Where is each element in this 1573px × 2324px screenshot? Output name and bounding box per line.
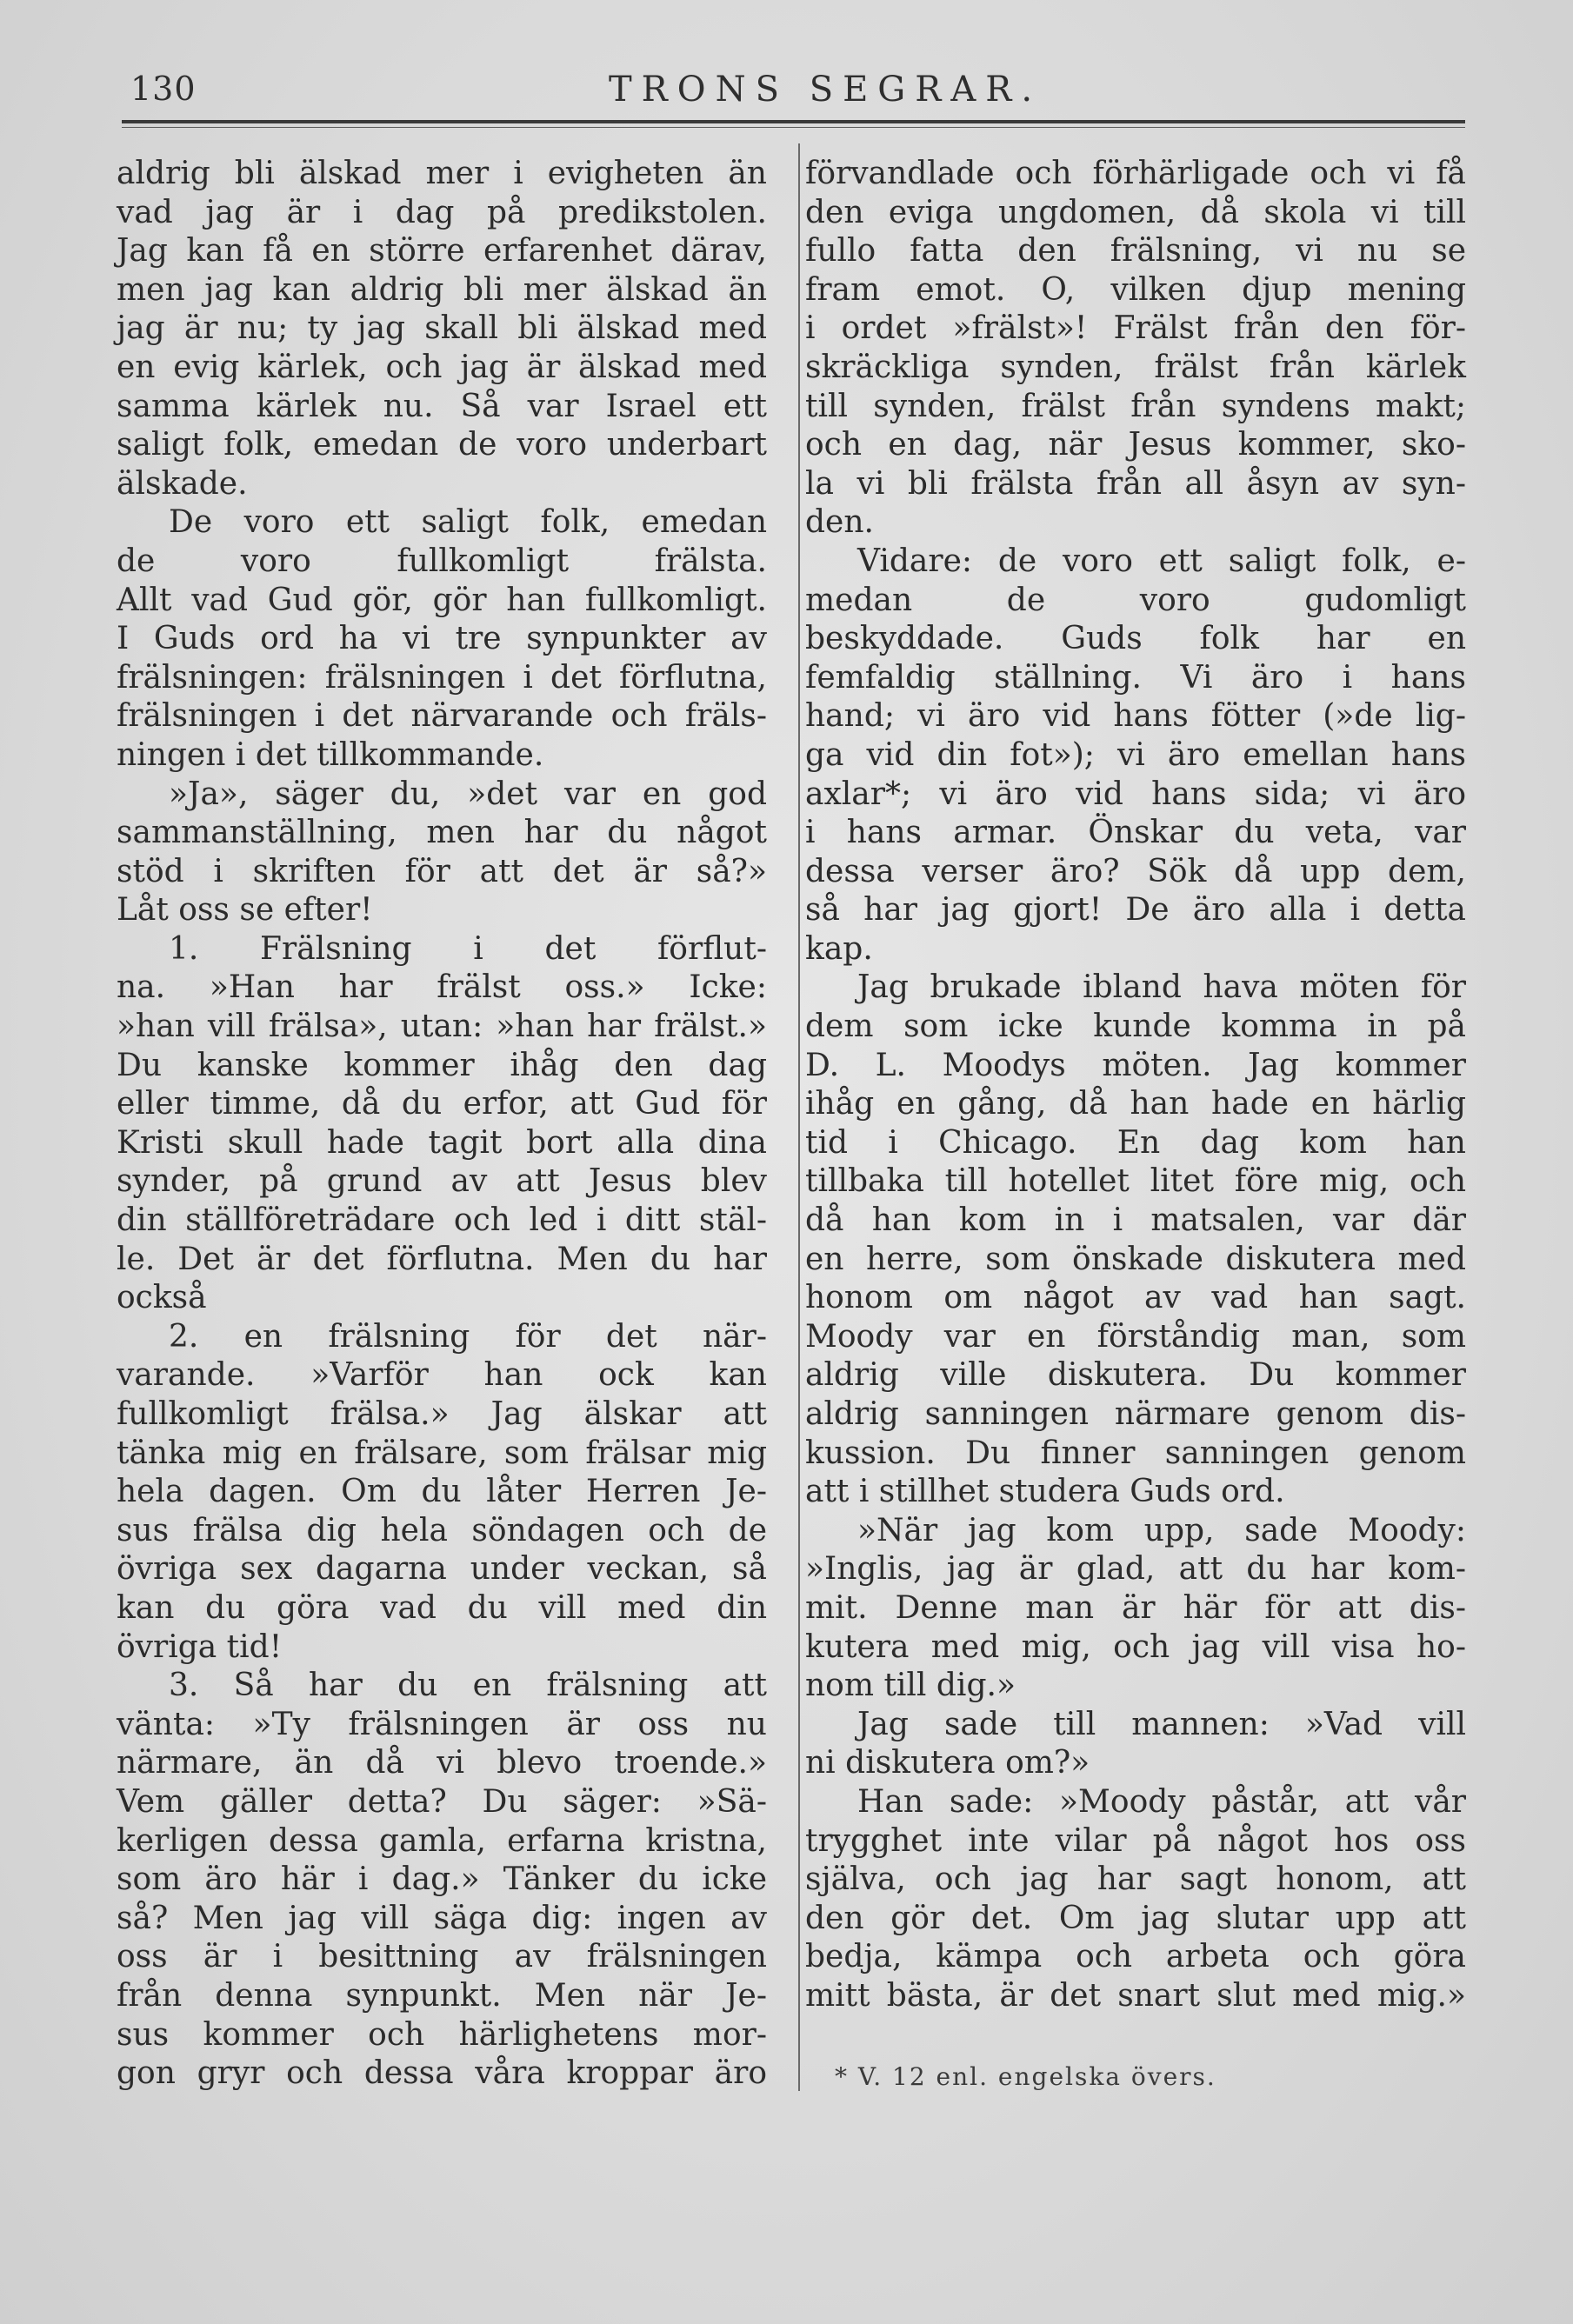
text-line: din ställföreträdare och led i ditt stäl- [117, 1202, 767, 1239]
text-line: axlar*; vi äro vid hans sida; vi äro [805, 776, 1466, 812]
text-line: dem som icke kunde komma in på [805, 1009, 1466, 1045]
text-line: »Inglis, jag är glad, att du har kom- [805, 1551, 1466, 1588]
text-line: fullo fatta den frälsning, vi nu se [805, 233, 1466, 270]
text-line: den gör det. Om jag slutar upp att [805, 1900, 1466, 1936]
text-line: kap. [805, 930, 873, 967]
page-number: 130 [130, 70, 197, 108]
text-line: Du kanske kommer ihåg den dag [117, 1047, 767, 1083]
text-line: övriga tid! [117, 1628, 283, 1665]
text-line: stöd i skriften för att det är så?» [117, 853, 767, 889]
text-line: ningen i det tillkommande. [117, 736, 544, 773]
text-line: varande. »Varför han ock kan [117, 1357, 767, 1394]
text-line: Han sade: »Moody påstår, att vår [857, 1783, 1466, 1820]
text-line: I Guds ord ha vi tre synpunkter av [117, 621, 767, 657]
text-line: »Ja», säger du, »det var en god [169, 776, 767, 812]
text-line: hand; vi äro vid hans fötter (»de lig- [805, 698, 1466, 735]
text-line: femfaldig ställning. Vi äro i hans [805, 659, 1466, 696]
text-line: Jag brukade ibland hava möten för [857, 969, 1466, 1006]
text-line: i ordet »frälst»! Frälst från den för- [805, 310, 1466, 347]
text-line: Allt vad Gud gör, gör han fullkomligt. [117, 582, 767, 618]
text-line: beskyddade. Guds folk har en [805, 621, 1466, 657]
text-line: i hans armar. Önskar du veta, var [805, 815, 1466, 851]
text-line: sus frälsa dig hela söndagen och de [117, 1512, 767, 1548]
text-line: ga vid din fot»); vi äro emellan hans [805, 736, 1466, 773]
text-line: De voro ett saligt folk, emedan [169, 504, 767, 541]
text-line: Jag kan få en större erfarenhet därav, [117, 233, 767, 270]
text-line: ni diskutera om?» [805, 1745, 1090, 1781]
text-line: dessa verser äro? Sök då upp dem, [805, 853, 1466, 889]
text-line: Jag sade till mannen: »Vad vill [857, 1706, 1466, 1742]
text-line: synder, på grund av att Jesus blev [117, 1163, 767, 1200]
text-line: sus kommer och härlighetens mor- [117, 2016, 767, 2053]
text-line: trygghet inte vilar på något hos oss [805, 1822, 1466, 1859]
text-line: de voro fullkomligt frälsta. [117, 543, 767, 579]
text-line: oss är i besittning av frälsningen [117, 1939, 767, 1975]
text-line: Vidare: de voro ett saligt folk, e- [857, 543, 1466, 579]
text-line: som äro här i dag.» Tänker du icke [117, 1861, 767, 1898]
text-line: från denna synpunkt. Men när Je- [117, 1977, 767, 2014]
text-line: »När jag kom upp, sade Moody: [857, 1512, 1466, 1548]
text-line: Låt oss se efter! [117, 892, 373, 929]
text-line: skräckliga synden, frälst från kärlek [805, 349, 1466, 385]
text-line: till synden, frälst från syndens makt; [805, 388, 1466, 424]
text-line: kerligen dessa gamla, erfarna kristna, [117, 1822, 767, 1859]
text-line: så? Men jag vill säga dig: ingen av [117, 1900, 767, 1936]
text-line: ihåg en gång, då han hade en härlig [805, 1086, 1466, 1122]
left-column [117, 155, 767, 2094]
text-line: mitt bästa, är det snart slut med mig.» [805, 1977, 1466, 2014]
text-line: närmare, än då vi blevo troende.» [117, 1745, 767, 1781]
text-line: mit. Denne man är här för att dis- [805, 1589, 1466, 1626]
text-line: tillbaka till hotellet litet före mig, och [805, 1163, 1466, 1200]
text-line: tänka mig en frälsare, som frälsar mig [117, 1435, 767, 1471]
text-line: kutera med mig, och jag vill visa ho- [805, 1628, 1466, 1665]
text-line: då han kom in i matsalen, var där [805, 1202, 1466, 1239]
text-line: Kristi skull hade tagit bort alla dina [117, 1124, 767, 1161]
text-line: na. »Han har frälst oss.» Icke: [117, 969, 767, 1006]
text-line: kan du göra vad du vill med din [117, 1589, 767, 1626]
header-rule-thin [122, 127, 1465, 128]
text-line: tid i Chicago. En dag kom han [805, 1124, 1466, 1161]
text-line: att i stillhet studera Guds ord. [805, 1474, 1285, 1510]
text-line: övriga sex dagarna under veckan, så [117, 1551, 767, 1588]
text-line: medan de voro gudomligt [805, 582, 1466, 618]
text-line: frälsningen: frälsningen i det förflutna, [117, 659, 767, 696]
text-line: och en dag, när Jesus kommer, sko- [805, 427, 1466, 463]
column-divider [798, 143, 800, 2091]
text-line: saligt folk, emedan de voro underbart [117, 427, 767, 463]
right-column [805, 155, 1466, 2016]
text-line: aldrig ville diskutera. Du kommer [805, 1357, 1466, 1394]
text-line: kussion. Du finner sanningen genom [805, 1435, 1466, 1471]
text-line: Moody var en förståndig man, som [805, 1318, 1466, 1355]
text-line: 2. en frälsning för det när- [169, 1318, 767, 1355]
running-title: TRONS SEGRAR. [609, 70, 1043, 110]
text-line: sammanställning, men har du något [117, 815, 767, 851]
text-line: »han vill frälsa», utan: »han har frälst.» [117, 1009, 767, 1045]
text-line: fram emot. O, vilken djup mening [805, 271, 1466, 308]
text-line: nom till dig.» [805, 1668, 1016, 1704]
text-line: en herre, som önskade diskutera med [805, 1241, 1466, 1277]
text-line: D. L. Moodys möten. Jag kommer [805, 1047, 1466, 1083]
text-line: 3. Så har du en frälsning att [169, 1668, 767, 1704]
text-line: le. Det är det förflutna. Men du har [117, 1241, 767, 1277]
text-line: den eviga ungdomen, då skola vi till [805, 194, 1466, 230]
text-line: hela dagen. Om du låter Herren Je- [117, 1474, 767, 1510]
text-line: jag är nu; ty jag skall bli älskad med [117, 310, 767, 347]
footnote: * V. 12 enl. engelska övers. [835, 2062, 1216, 2091]
text-line: vad jag är i dag på predikstolen. [117, 194, 767, 230]
text-line: honom om något av vad han sagt. [805, 1280, 1466, 1316]
text-line: den. [805, 504, 874, 541]
text-line: förvandlade och förhärligade och vi få [805, 156, 1466, 191]
text-line: vänta: »Ty frälsningen är oss nu [117, 1706, 767, 1742]
page-header [122, 63, 1461, 123]
text-line: la vi bli frälsta från all åsyn av syn- [805, 465, 1466, 502]
text-line: eller timme, då du erfor, att Gud för [117, 1086, 767, 1122]
text-line: fullkomligt frälsa.» Jag älskar att [117, 1396, 767, 1432]
text-line: också [117, 1280, 207, 1316]
text-line: en evig kärlek, och jag är älskad med [117, 349, 767, 385]
header-rule [122, 120, 1465, 123]
text-line: så har jag gjort! De äro alla i detta [805, 892, 1466, 929]
text-line: samma kärlek nu. Så var Israel ett [117, 388, 767, 424]
text-line: bedja, kämpa och arbeta och göra [805, 1939, 1466, 1975]
text-line: gon gryr och dessa våra kroppar äro [117, 2055, 767, 2092]
text-line: aldrig sanningen närmare genom dis- [805, 1396, 1466, 1432]
text-line: men jag kan aldrig bli mer älskad än [117, 271, 767, 308]
text-line: Vem gäller detta? Du säger: »Sä- [117, 1783, 767, 1820]
text-line: älskade. [117, 465, 248, 502]
text-line: aldrig bli älskad mer i evigheten än [117, 156, 767, 191]
text-line: frälsningen i det närvarande och fräls- [117, 698, 767, 735]
text-line: 1. Frälsning i det förflut- [169, 930, 767, 967]
text-line: själva, och jag har sagt honom, att [805, 1861, 1466, 1898]
